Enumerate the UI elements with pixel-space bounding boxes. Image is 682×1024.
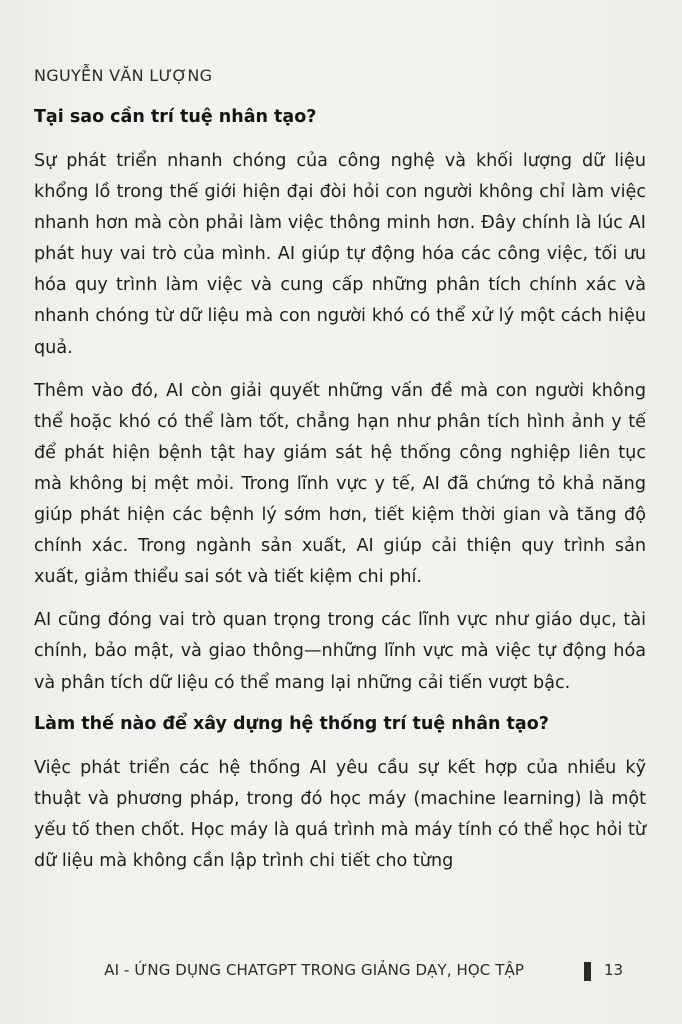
section-heading-why-ai: Tại sao cần trí tuệ nhân tạo? <box>34 107 317 127</box>
paragraph: AI cũng đóng vai trò quan trọng trong các lĩnh vực như giáo dục, tài chính, bảo mật, và giao thông—những lĩnh vực mà việc tự động hóa và phân tích dữ liệu có thể mang lại những cải tiến vượt bậc. <box>34 610 646 693</box>
section-heading-how-build-ai: Làm thế nào để xây dựng hệ thống trí tuệ nhân tạo? <box>34 713 549 734</box>
paragraph: Sự phát triển nhanh chóng của công nghệ và khối lượng dữ liệu khổng lồ trong thế giới hiện đại đòi hỏi con người không chỉ làm việc nhanh hơn mà còn phải làm việc thông minh hơn. Đây chính là lúc AI phát huy vai trò của mình. AI giúp tự động hóa các công việc, tối ưu hóa quy trình làm việc và cung cấp những phân tích chính xác và nhanh chóng từ dữ liệu mà con người khó có thể xử lý một cách hiệu quả. <box>34 151 646 358</box>
paragraph: Thêm vào đó, AI còn giải quyết những vấn đề mà con người không thể hoặc khó có thể làm tốt, chẳng hạn như phân tích hình ảnh y tế để phát hiện bệnh tật hay giám sát hệ thống công nghiệp liên tục mà không bị mệt mỏi. Trong lĩnh vực y tế, AI đã chứng tỏ khả năng giúp phát hiện các bệnh lý sớm hơn, tiết kiệm thời gian và tăng độ chính xác. Trong ngành sản xuất, AI giúp cải thiện quy trình sản xuất, giảm thiểu sai sót và tiết kiệm chi phí. <box>34 380 646 588</box>
page-footer <box>0 961 682 983</box>
page-number: 13 <box>604 961 624 979</box>
running-head-author: NGUYỄN VĂN LƯỢNG <box>34 66 213 85</box>
footer-separator-bar <box>584 962 591 981</box>
paragraph: Việc phát triển các hệ thống AI yêu cầu sự kết hợp của nhiều kỹ thuật và phương pháp, trong đó học máy (machine learning) là một yếu tố then chốt. Học máy là quá trình mà máy tính có thể học hỏi từ dữ liệu mà không cần lập trình chi tiết cho từng <box>34 757 646 871</box>
footer-book-title: AI - ỨNG DỤNG CHATGPT TRONG GIẢNG DẠY, HỌC TẬP <box>104 961 524 979</box>
page-body <box>34 104 646 877</box>
